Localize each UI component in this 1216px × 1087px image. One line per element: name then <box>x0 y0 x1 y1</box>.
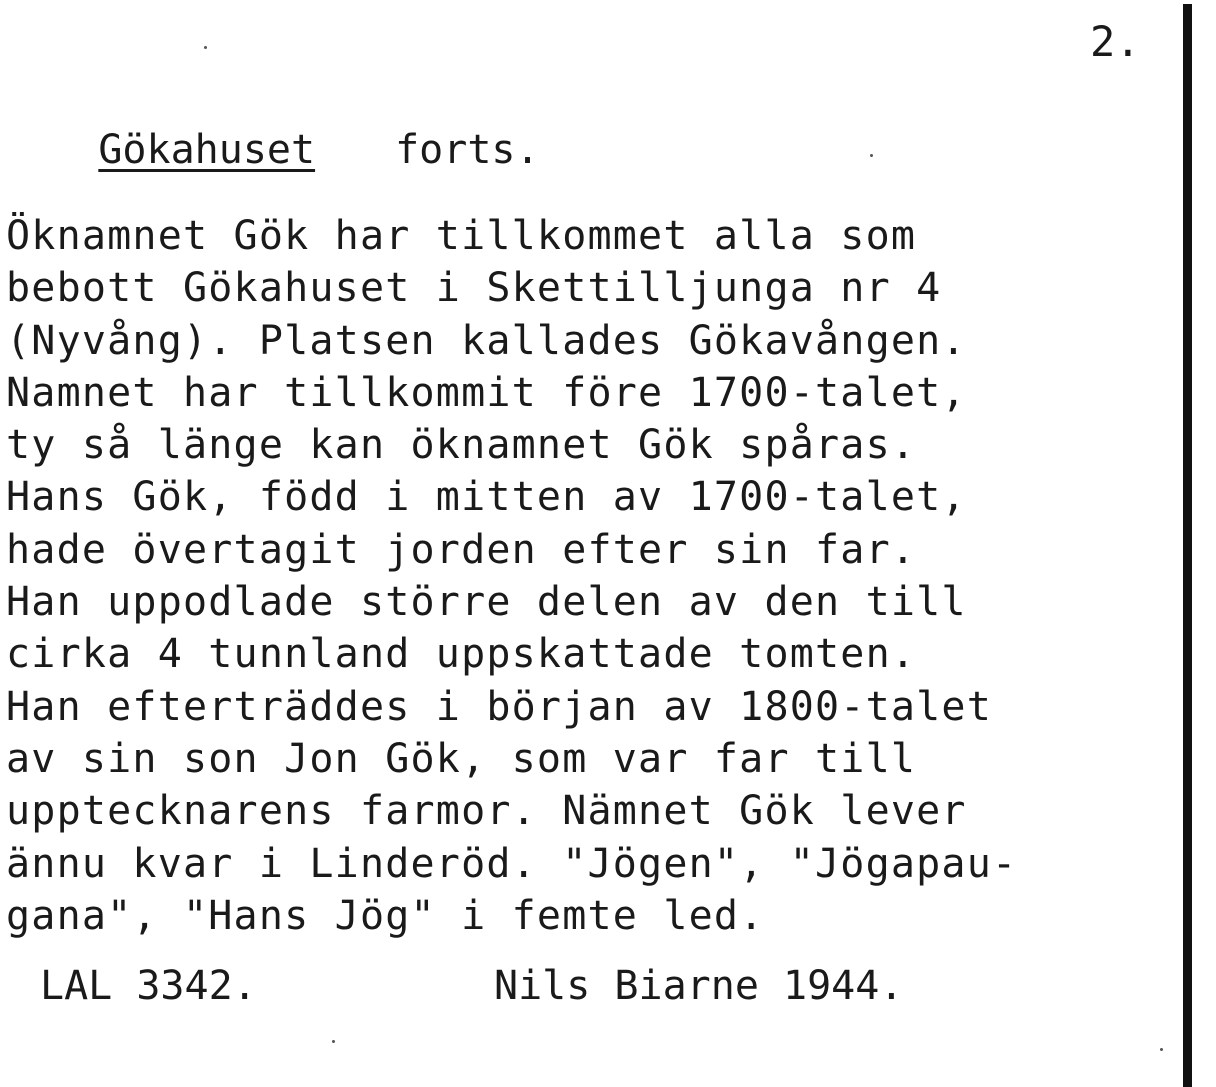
card-edge-rule <box>1183 4 1192 1087</box>
scan-speck <box>1160 1048 1163 1051</box>
heading-title: Gökahuset <box>98 127 316 173</box>
body-line: cirka 4 tunnland uppskattade tomten. <box>6 631 917 678</box>
scan-speck <box>204 46 207 49</box>
scan-speck <box>332 1040 335 1043</box>
body-line: Öknamnet Gök har tillkommet alla som <box>6 213 917 259</box>
body-line: Namnet har tillkommit före 1700-talet, <box>6 369 967 416</box>
body-line: hade övertagit jorden efter sin far. <box>6 526 917 573</box>
body-line: Han uppodlade större delen av den till <box>6 579 967 626</box>
scan-speck <box>870 154 873 157</box>
body-line: Hans Gök, född i mitten av 1700-talet, <box>6 474 967 521</box>
heading-suffix: forts. <box>395 127 540 173</box>
page-number: 2. <box>1090 17 1141 66</box>
recorder-signature: Nils Biarne 1944. <box>494 963 904 1009</box>
body-line: av sin son Jon Gök, som var far till <box>6 735 917 782</box>
body-line: (Nyvång). Platsen kallades Gökavången. <box>6 317 967 364</box>
body-line: upptecknarens farmor. Nämnet Gök lever <box>6 788 967 835</box>
body-line: ännu kvar i Linderöd. "Jögen", "Jögapau- <box>6 840 1018 887</box>
body-line: ty så länge kan öknamnet Gök spåras. <box>6 422 917 469</box>
archive-reference: LAL 3342. <box>40 963 257 1009</box>
body-line: bebott Gökahuset i Skettilljunga nr 4 <box>6 265 942 312</box>
body-line: Han efterträddes i början av 1800-talet <box>6 683 992 730</box>
body-text <box>6 210 1017 942</box>
body-line: gana", "Hans Jög" i femte led. <box>6 892 765 939</box>
heading <box>2 78 540 222</box>
